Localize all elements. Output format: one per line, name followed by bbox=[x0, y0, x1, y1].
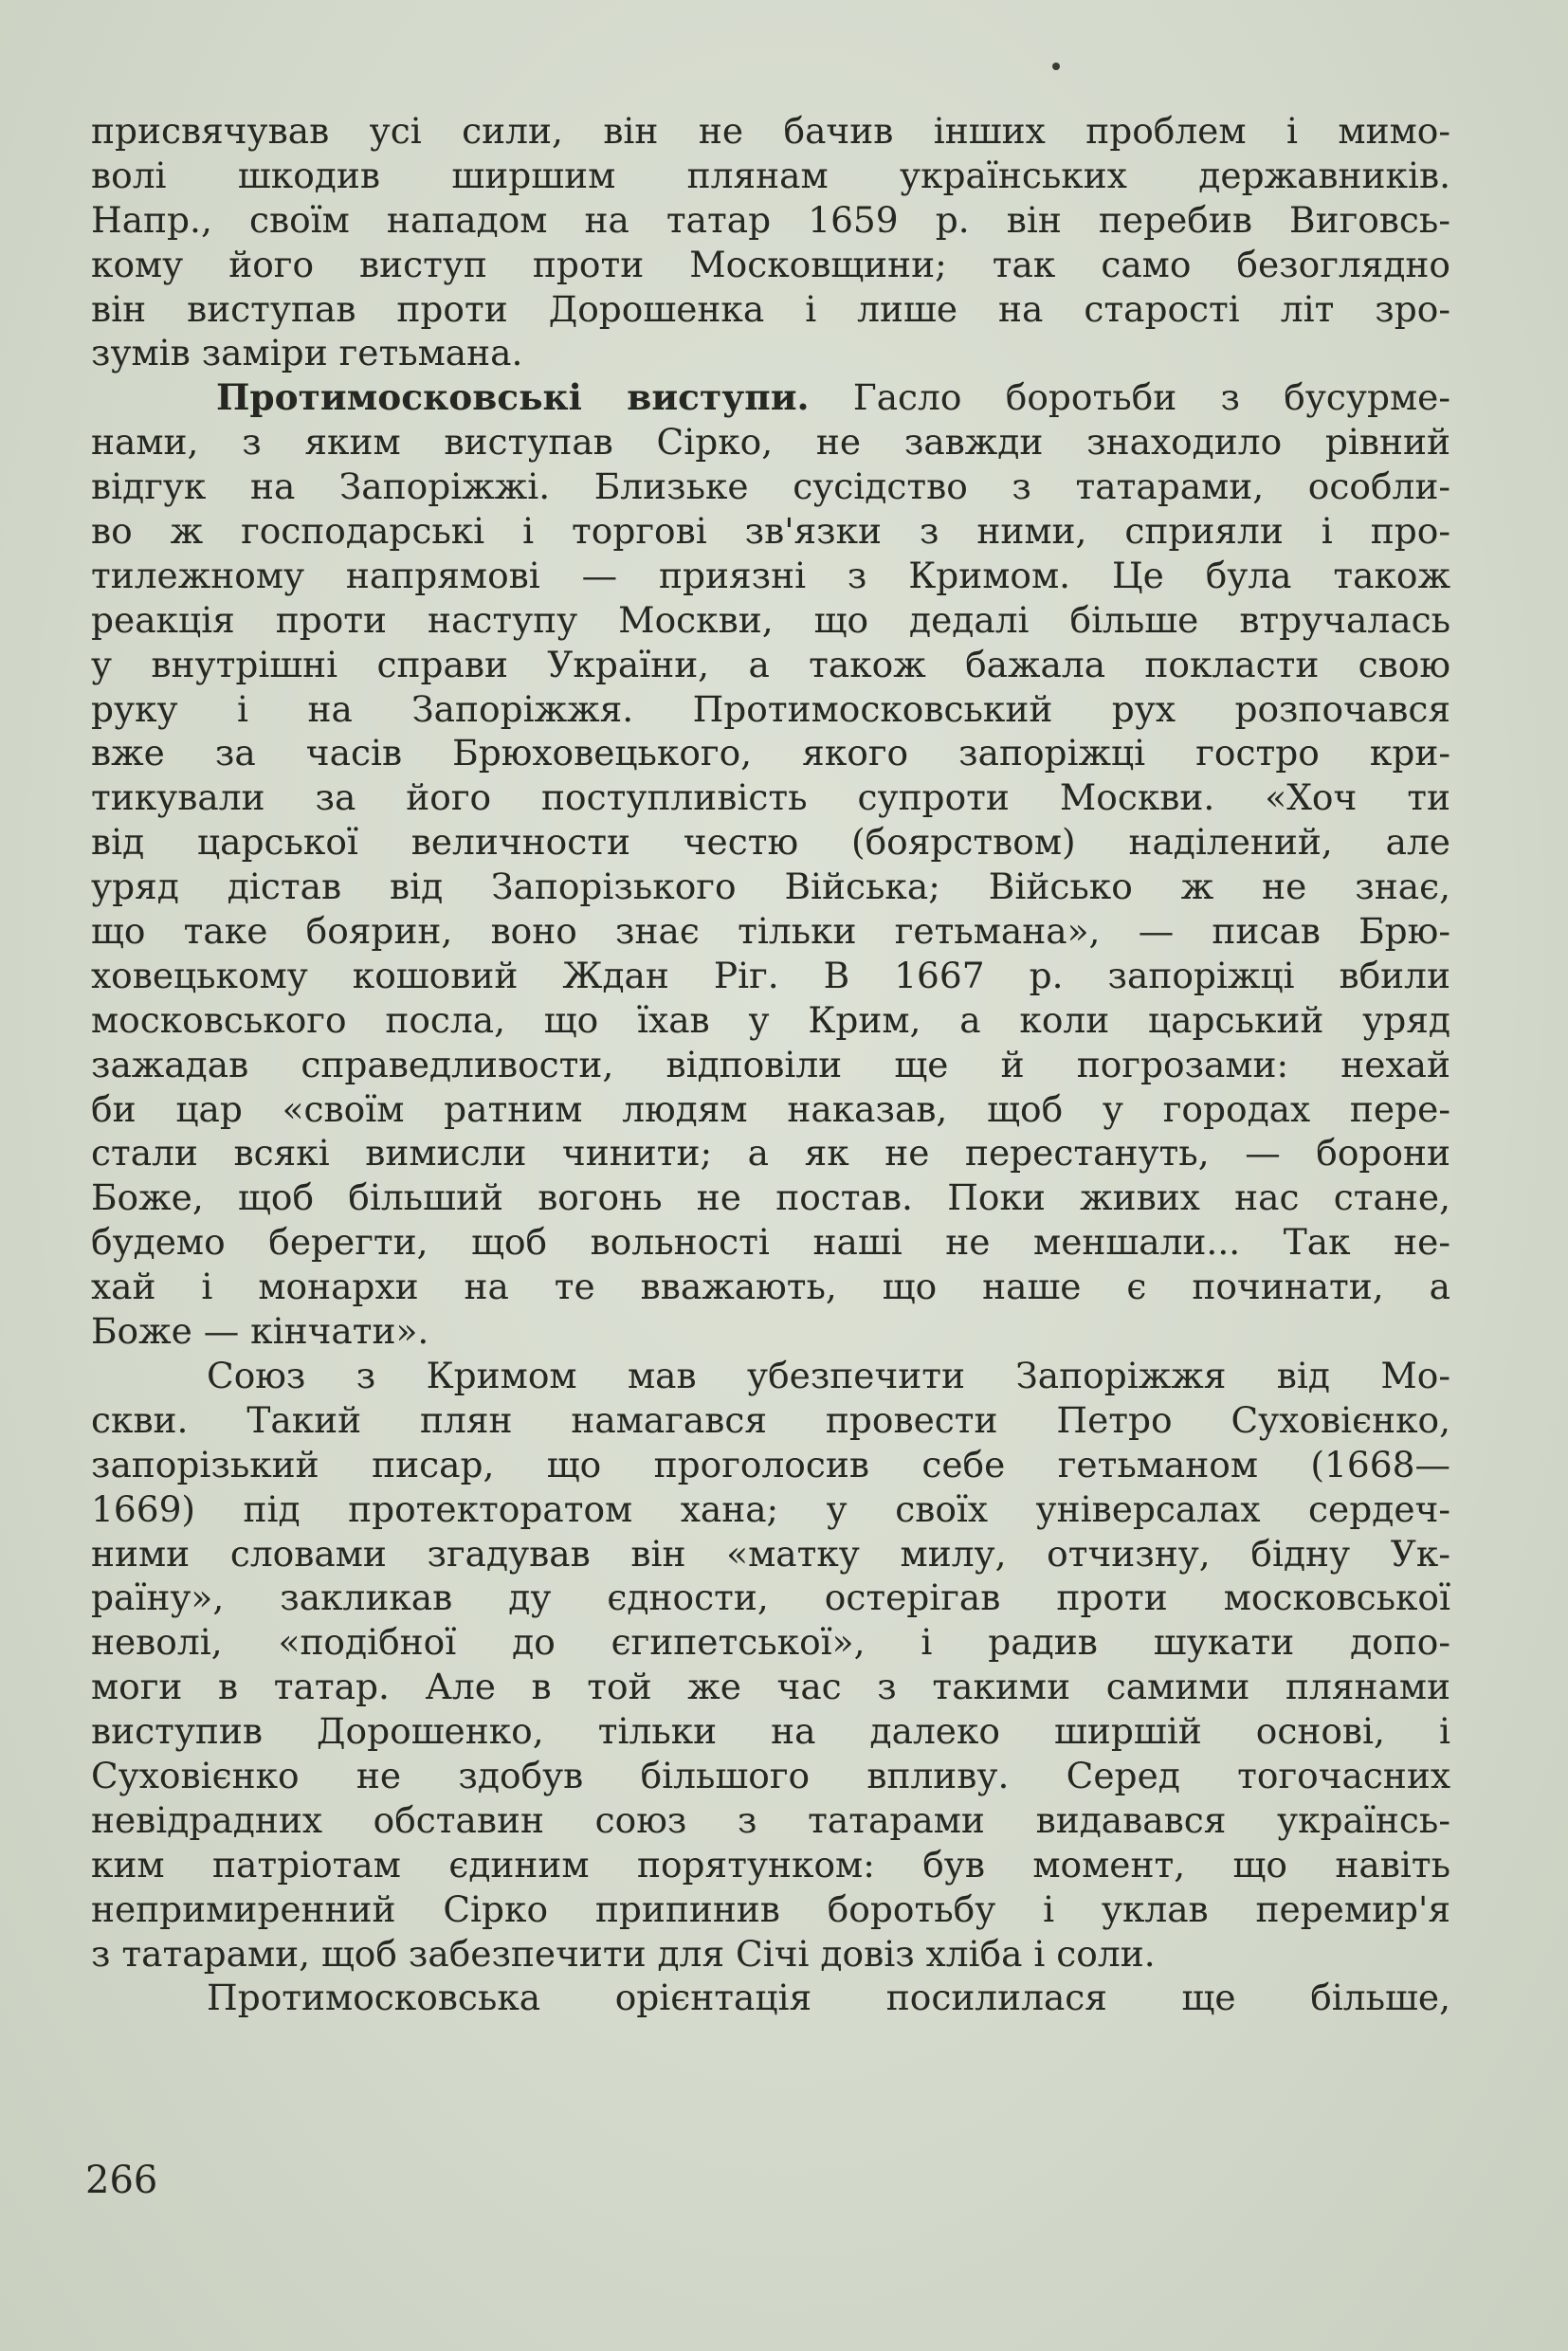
text-line: Боже — кінчати». bbox=[91, 1310, 429, 1353]
text-line: невідрадних обставин союз з татарами видавався українсь- bbox=[91, 1798, 1450, 1841]
text-line: будемо берегти, щоб вольності наші не меншали... Так не- bbox=[91, 1221, 1450, 1264]
text-line: стали всякі вимисли чинити; а як не перестануть, — борони bbox=[91, 1132, 1450, 1175]
page-body bbox=[91, 109, 1450, 2020]
text-line: нами, з яким виступав Сірко, не завжди знаходило рівний bbox=[91, 421, 1450, 464]
text-line: би цар «своїм ратним людям наказав, щоб у городах пере- bbox=[91, 1087, 1450, 1130]
page-number: 266 bbox=[85, 2159, 158, 2202]
section-heading: Протимосковські виступи. bbox=[216, 376, 810, 419]
text-line: з татарами, щоб забезпечити для Січі довіз хліба і соли. bbox=[91, 1932, 1156, 1975]
text-line: волі шкодив ширшим плянам українських державників. bbox=[91, 154, 1450, 196]
text-line: неволі, «подібної до єгипетської», і радив шукати допо- bbox=[91, 1621, 1450, 1664]
text-line: раїну», закликав ду єдности, остерігав проти московської bbox=[91, 1576, 1450, 1619]
text-line: він виступав проти Дорошенка і лише на старості літ зро- bbox=[91, 287, 1450, 330]
text-line: Союз з Кримом мав убезпечити Запоріжжя від Мо- bbox=[207, 1354, 1450, 1396]
text-line: у внутрішні справи України, а також бажала покласти свою bbox=[91, 643, 1450, 685]
text-line: виступив Дорошенко, тільки на далеко ширшій основі, і bbox=[91, 1710, 1450, 1753]
text-line: Напр., своїм нападом на татар 1659 р. він перебив Виговсь- bbox=[91, 198, 1450, 241]
text-line: ховецькому кошовий Ждан Ріг. В 1667 р. запоріжці вбили bbox=[91, 954, 1450, 996]
text-line: непримиренний Сірко припинив боротьбу і уклав перемир'я bbox=[91, 1887, 1450, 1930]
text-line: тилежному напрямові — приязні з Кримом. Це була також bbox=[91, 554, 1450, 596]
text-line: від царської величности честю (боярством) наділений, але bbox=[91, 821, 1450, 864]
text-line: реакція проти наступу Москви, що дедалі більше втручалась bbox=[91, 598, 1450, 641]
text-line: Суховієнко не здобув більшого впливу. Серед тогочасних bbox=[91, 1754, 1450, 1796]
text-line: ким патріотам єдиним порятунком: був момент, що навіть bbox=[91, 1843, 1450, 1886]
text-line: що таке боярин, воно знає тільки гетьмана», — писав Брю- bbox=[91, 910, 1450, 953]
text-line: 1669) під протекторатом хана; у своїх універсалах сердеч- bbox=[91, 1487, 1450, 1530]
text-line: Боже, щоб більший вогонь не постав. Поки живих нас стане, bbox=[91, 1176, 1450, 1219]
text-line: уряд дістав від Запорізького Війська; Військо ж не знає, bbox=[91, 866, 1450, 908]
text-line-continuation: Гасло боротьби з бусурме- bbox=[809, 376, 1450, 419]
ink-speck bbox=[1052, 63, 1060, 70]
text-line: руку і на Запоріжжя. Протимосковський рух розпочався bbox=[91, 687, 1450, 730]
text-line: ними словами згадував він «матку милу, отчизну, бідну Ук- bbox=[91, 1532, 1450, 1575]
text-line: вже за часів Брюховецького, якого запоріжці гостро кри- bbox=[91, 732, 1450, 775]
text-line: тикували за його поступливість супроти Москви. «Хоч ти bbox=[91, 776, 1450, 819]
text-line: зажадав справедливости, відповіли ще й погрозами: нехай bbox=[91, 1043, 1450, 1085]
text-line: відгук на Запоріжжі. Близьке сусідство з татарами, особли- bbox=[91, 465, 1450, 508]
section-heading-line bbox=[91, 375, 1450, 420]
text-line: зумів заміри гетьмана. bbox=[91, 332, 523, 374]
text-line: московського посла, що їхав у Крим, а коли царський уряд bbox=[91, 998, 1450, 1041]
text-line: кому його виступ проти Московщини; так само безоглядно bbox=[91, 243, 1450, 285]
text-line: скви. Такий плян намагався провести Петро Суховієнко, bbox=[91, 1398, 1450, 1441]
text-line: во ж господарські і торгові зв'язки з ними, сприяли і про- bbox=[91, 510, 1450, 553]
text-line: запорізький писар, що проголосив себе гетьманом (1668— bbox=[91, 1443, 1450, 1485]
text-line: Протимосковська орієнтація посилилася ще більше, bbox=[207, 1977, 1450, 2019]
text-line: хай і монархи на те вважають, що наше є починати, а bbox=[91, 1266, 1450, 1308]
text-line: присвячував усі сили, він не бачив інших проблем і мимо- bbox=[91, 110, 1450, 152]
text-line: моги в татар. Але в той же час з такими самими плянами bbox=[91, 1666, 1450, 1708]
